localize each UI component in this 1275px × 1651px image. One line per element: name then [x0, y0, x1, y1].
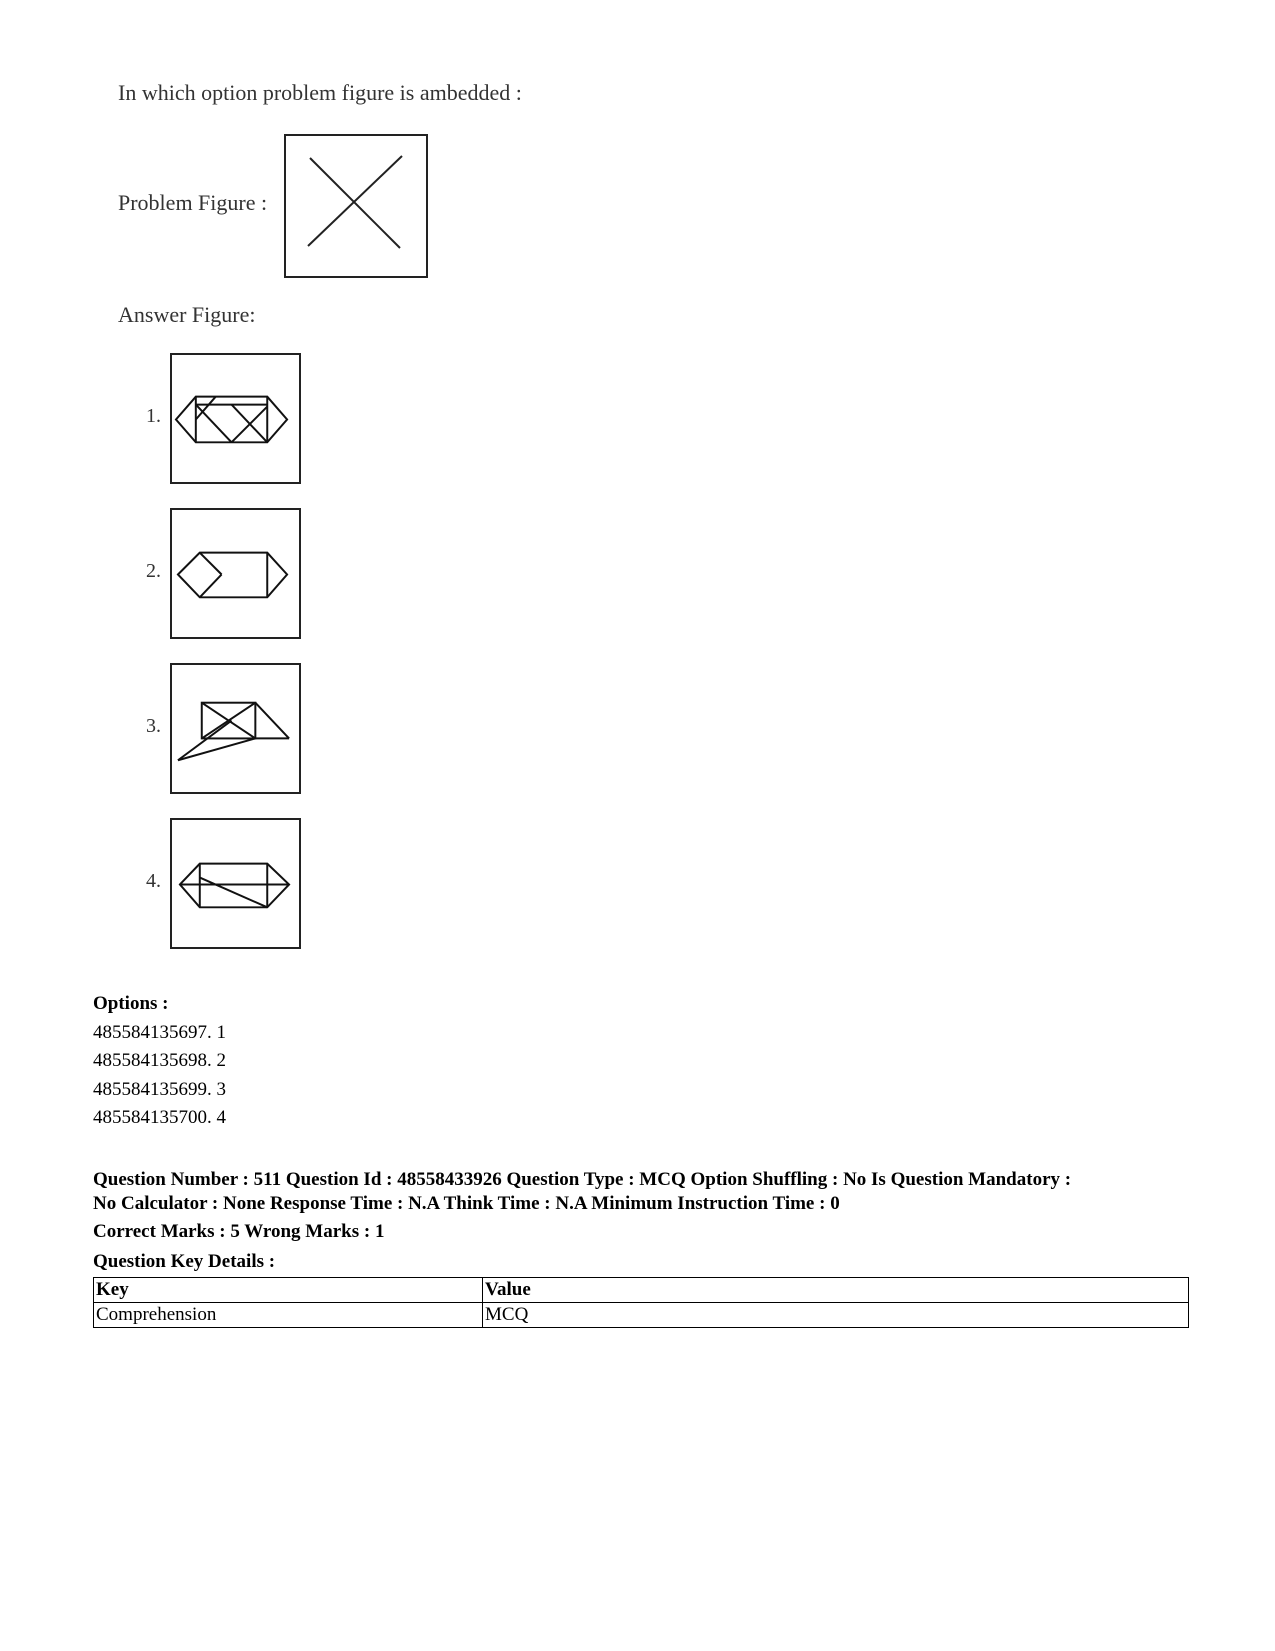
- option-item: 485584135698. 2: [93, 1050, 226, 1071]
- options-heading: Options :: [93, 993, 169, 1014]
- answer-figure-1: [170, 353, 301, 484]
- question-text: In which option problem figure is ambedded :: [118, 80, 522, 105]
- answer-figure-label: Answer Figure:: [118, 302, 256, 327]
- problem-figure: [284, 134, 428, 278]
- option-item: 485584135700. 4: [93, 1107, 226, 1128]
- question-metadata: [93, 1168, 1193, 1216]
- answer-figure-2: [170, 508, 301, 639]
- answer-figure-number: 1.: [146, 405, 161, 427]
- table-cell-key: Comprehension: [94, 1303, 483, 1328]
- key-details-heading: Question Key Details :: [93, 1251, 276, 1272]
- answer-figure-3: [170, 663, 301, 794]
- table-header-row: [94, 1278, 1189, 1303]
- table-row: [94, 1303, 1189, 1328]
- answer-figure-number: 2.: [146, 560, 161, 582]
- problem-figure-drawing: [286, 136, 426, 276]
- answer-figure-number: 3.: [146, 715, 161, 737]
- answer-figure-4: [170, 818, 301, 949]
- options-list: [93, 990, 226, 1133]
- table-header-key: Key: [94, 1278, 483, 1303]
- table-cell-value: MCQ: [483, 1303, 1189, 1328]
- marks-line: Correct Marks : 5 Wrong Marks : 1: [93, 1221, 385, 1242]
- option-item: 485584135699. 3: [93, 1078, 226, 1100]
- table-header-value: Value: [483, 1278, 1189, 1303]
- metadata-line-1: Question Number : 511 Question Id : 48558433926 Question Type : MCQ Option Shuffling : No Is Question Mandatory :: [93, 1169, 1072, 1190]
- key-details-table: [93, 1277, 1189, 1328]
- answer-figure-number: 4.: [146, 870, 161, 892]
- metadata-line-2: No Calculator : None Response Time : N.A Think Time : N.A Minimum Instruction Time : 0: [93, 1193, 840, 1214]
- option-item: 485584135697. 1: [93, 1021, 226, 1043]
- problem-figure-label: Problem Figure :: [118, 190, 268, 215]
